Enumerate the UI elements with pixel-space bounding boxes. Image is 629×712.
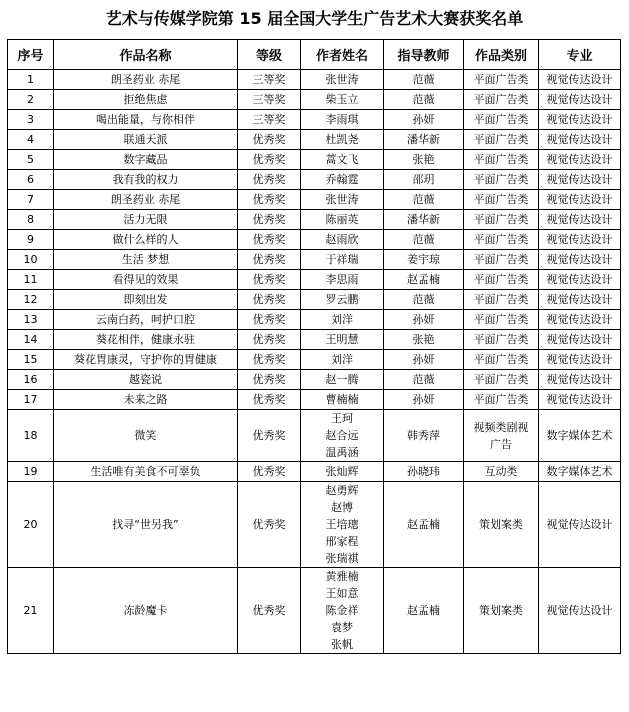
cell-award: 优秀奖 [238,390,301,410]
cell-no: 14 [8,330,54,350]
cell-major: 视觉传达设计 [539,270,621,290]
cell-category: 平面广告类 [464,170,539,190]
author-name: 陈丽英 [325,213,359,226]
author-name: 曹楠楠 [325,393,359,406]
header-no: 序号 [8,40,54,70]
cell-authors [301,250,384,270]
author-name: 王明慧 [325,333,359,346]
cell-major: 数字媒体艺术 [539,462,621,482]
cell-major: 视觉传达设计 [539,230,621,250]
cell-major: 视觉传达设计 [539,110,621,130]
cell-teacher: 邵玥 [384,170,464,190]
cell-major: 视觉传达设计 [539,90,621,110]
author-name: 陈金祥 [325,604,359,617]
cell-major: 视觉传达设计 [539,130,621,150]
cell-category: 策划案类 [464,482,539,568]
cell-major: 数字媒体艺术 [539,410,621,462]
cell-authors [301,230,384,250]
cell-work: 葵花相伴，健康永驻 [54,330,238,350]
cell-no: 16 [8,370,54,390]
cell-award: 三等奖 [238,90,301,110]
cell-major: 视觉传达设计 [539,390,621,410]
cell-category: 平面广告类 [464,330,539,350]
cell-category: 平面广告类 [464,150,539,170]
cell-teacher: 赵孟楠 [384,270,464,290]
cell-work: 生活唯有美食不可辜负 [54,462,238,482]
cell-major: 视觉传达设计 [539,290,621,310]
header-teacher: 指导教师 [384,40,464,70]
cell-award: 优秀奖 [238,270,301,290]
cell-no: 7 [8,190,54,210]
cell-major: 视觉传达设计 [539,170,621,190]
cell-major: 视觉传达设计 [539,350,621,370]
cell-teacher: 张艳 [384,150,464,170]
cell-award: 三等奖 [238,110,301,130]
cell-category: 平面广告类 [464,130,539,150]
cell-authors [301,350,384,370]
cell-no: 1 [8,70,54,90]
cell-teacher: 孙妍 [384,310,464,330]
author-name: 于祥瑞 [325,253,359,266]
cell-work: 数字藏品 [54,150,238,170]
cell-authors [301,568,384,654]
cell-major: 视觉传达设计 [539,310,621,330]
table-row [8,90,621,110]
cell-authors [301,170,384,190]
cell-work: 联通天派 [54,130,238,150]
author-name: 柴玉立 [325,93,359,106]
cell-work: 朗圣药业 赤尾 [54,190,238,210]
cell-award: 优秀奖 [238,330,301,350]
cell-work: 拒绝焦虑 [54,90,238,110]
cell-no: 11 [8,270,54,290]
cell-work: 未来之路 [54,390,238,410]
author-name: 杜凯尧 [325,133,359,146]
cell-no: 4 [8,130,54,150]
cell-authors [301,150,384,170]
cell-teacher: 范薇 [384,190,464,210]
author-name: 袁梦 [331,621,353,634]
cell-work: 找寻“世另我” [54,482,238,568]
cell-authors [301,462,384,482]
author-name: 赵一腾 [325,373,359,386]
table-row [8,210,621,230]
cell-no: 6 [8,170,54,190]
cell-no: 10 [8,250,54,270]
cell-work: 即刻出发 [54,290,238,310]
cell-teacher: 范薇 [384,370,464,390]
cell-teacher: 韩秀萍 [384,410,464,462]
cell-category: 平面广告类 [464,230,539,250]
cell-teacher: 赵孟楠 [384,482,464,568]
table-row [8,110,621,130]
cell-work: 微笑 [54,410,238,462]
cell-category: 平面广告类 [464,110,539,130]
author-name: 王珂 [331,412,353,425]
header-authors: 作者姓名 [301,40,384,70]
author-name: 王如意 [325,587,359,600]
cell-work: 葵花胃康灵，守护你的胃健康 [54,350,238,370]
cell-no: 12 [8,290,54,310]
table-row [8,390,621,410]
table-row [8,130,621,150]
author-name: 蒿文飞 [325,153,359,166]
cell-work: 越瓷说 [54,370,238,390]
author-name: 张世涛 [325,73,359,86]
cell-award: 优秀奖 [238,310,301,330]
cell-award: 三等奖 [238,70,301,90]
cell-category: 平面广告类 [464,350,539,370]
cell-no: 3 [8,110,54,130]
cell-teacher: 孙妍 [384,110,464,130]
cell-category: 平面广告类 [464,90,539,110]
table-row [8,370,621,390]
cell-teacher: 张艳 [384,330,464,350]
cell-no: 5 [8,150,54,170]
cell-no: 18 [8,410,54,462]
cell-category: 平面广告类 [464,250,539,270]
author-name: 罗云鹏 [325,293,359,306]
cell-work: 我有我的权力 [54,170,238,190]
cell-work: 活力无限 [54,210,238,230]
cell-authors [301,410,384,462]
table-body [8,70,621,654]
cell-no: 13 [8,310,54,330]
cell-authors [301,330,384,350]
cell-teacher: 范薇 [384,290,464,310]
cell-category: 平面广告类 [464,390,539,410]
author-name: 刘洋 [331,313,353,326]
table-row [8,270,621,290]
header-award: 等级 [238,40,301,70]
cell-award: 优秀奖 [238,410,301,462]
cell-teacher: 孙妍 [384,390,464,410]
table-row [8,462,621,482]
cell-award: 优秀奖 [238,210,301,230]
table-row [8,482,621,568]
cell-award: 优秀奖 [238,350,301,370]
cell-no: 17 [8,390,54,410]
cell-teacher: 孙晓玮 [384,462,464,482]
cell-category: 视频类剧视广告 [464,410,539,462]
table-row [8,230,621,250]
author-name: 赵博 [331,501,353,514]
header-major: 专业 [539,40,621,70]
cell-award: 优秀奖 [238,462,301,482]
author-name: 张瑞祺 [325,552,359,565]
cell-work: 朗圣药业 赤尾 [54,70,238,90]
cell-authors [301,210,384,230]
cell-no: 21 [8,568,54,654]
author-name: 张帆 [331,638,353,651]
cell-category: 平面广告类 [464,190,539,210]
author-name: 乔翰霆 [325,173,359,186]
cell-authors [301,190,384,210]
cell-no: 19 [8,462,54,482]
cell-authors [301,70,384,90]
cell-teacher: 姜宇琼 [384,250,464,270]
author-name: 王培璁 [325,518,359,531]
table-row [8,290,621,310]
table-row [8,310,621,330]
table-row [8,350,621,370]
cell-category: 平面广告类 [464,310,539,330]
author-name: 黄雅楠 [325,570,359,583]
cell-teacher: 潘华新 [384,210,464,230]
cell-category: 平面广告类 [464,210,539,230]
cell-major: 视觉传达设计 [539,370,621,390]
cell-authors [301,482,384,568]
awards-table [7,39,621,654]
cell-major: 视觉传达设计 [539,70,621,90]
cell-authors [301,270,384,290]
author-name: 李思雨 [325,273,359,286]
cell-work: 生活 梦想 [54,250,238,270]
author-name: 赵雨欣 [325,233,359,246]
cell-award: 优秀奖 [238,250,301,270]
cell-award: 优秀奖 [238,568,301,654]
cell-category: 策划案类 [464,568,539,654]
cell-teacher: 范薇 [384,90,464,110]
cell-authors [301,390,384,410]
table-row [8,410,621,462]
cell-teacher: 范薇 [384,70,464,90]
table-row [8,170,621,190]
cell-major: 视觉传达设计 [539,250,621,270]
document-title: 艺术与传媒学院第 15 届全国大学生广告艺术大赛获奖名单 [105,9,524,28]
cell-no: 2 [8,90,54,110]
cell-award: 优秀奖 [238,370,301,390]
header-category: 作品类别 [464,40,539,70]
author-name: 赵合远 [325,429,359,442]
cell-major: 视觉传达设计 [539,150,621,170]
cell-no: 15 [8,350,54,370]
cell-no: 8 [8,210,54,230]
cell-major: 视觉传达设计 [539,568,621,654]
cell-authors [301,90,384,110]
table-row [8,330,621,350]
cell-authors [301,370,384,390]
table-row [8,150,621,170]
cell-work: 冻龄魔卡 [54,568,238,654]
table-row [8,190,621,210]
cell-work: 做什么样的人 [54,230,238,250]
cell-major: 视觉传达设计 [539,190,621,210]
author-name: 张世涛 [325,193,359,206]
cell-award: 优秀奖 [238,170,301,190]
cell-work: 云南白药，呵护口腔 [54,310,238,330]
author-name: 邢家程 [325,535,359,548]
cell-category: 平面广告类 [464,370,539,390]
cell-major: 视觉传达设计 [539,330,621,350]
cell-no: 20 [8,482,54,568]
cell-teacher: 范薇 [384,230,464,250]
cell-category: 平面广告类 [464,270,539,290]
table-row [8,568,621,654]
table-header-row [8,40,621,70]
cell-major: 视觉传达设计 [539,210,621,230]
cell-authors [301,130,384,150]
cell-category: 平面广告类 [464,70,539,90]
table-row [8,250,621,270]
cell-no: 9 [8,230,54,250]
author-name: 刘洋 [331,353,353,366]
cell-award: 优秀奖 [238,150,301,170]
cell-authors [301,290,384,310]
cell-teacher: 孙妍 [384,350,464,370]
cell-category: 平面广告类 [464,290,539,310]
cell-category: 互动类 [464,462,539,482]
cell-award: 优秀奖 [238,482,301,568]
cell-authors [301,310,384,330]
cell-authors [301,110,384,130]
cell-teacher: 赵孟楠 [384,568,464,654]
cell-award: 优秀奖 [238,190,301,210]
cell-work: 看得见的效果 [54,270,238,290]
cell-work: 喝出能量，与你相伴 [54,110,238,130]
cell-award: 优秀奖 [238,230,301,250]
author-name: 张灿辉 [325,465,359,478]
author-name: 李雨琪 [325,113,359,126]
table-row [8,70,621,90]
author-name: 温禹涵 [325,446,359,459]
cell-award: 优秀奖 [238,130,301,150]
header-work: 作品名称 [54,40,238,70]
cell-award: 优秀奖 [238,290,301,310]
cell-major: 视觉传达设计 [539,482,621,568]
author-name: 赵勇辉 [325,484,359,497]
cell-teacher: 潘华新 [384,130,464,150]
